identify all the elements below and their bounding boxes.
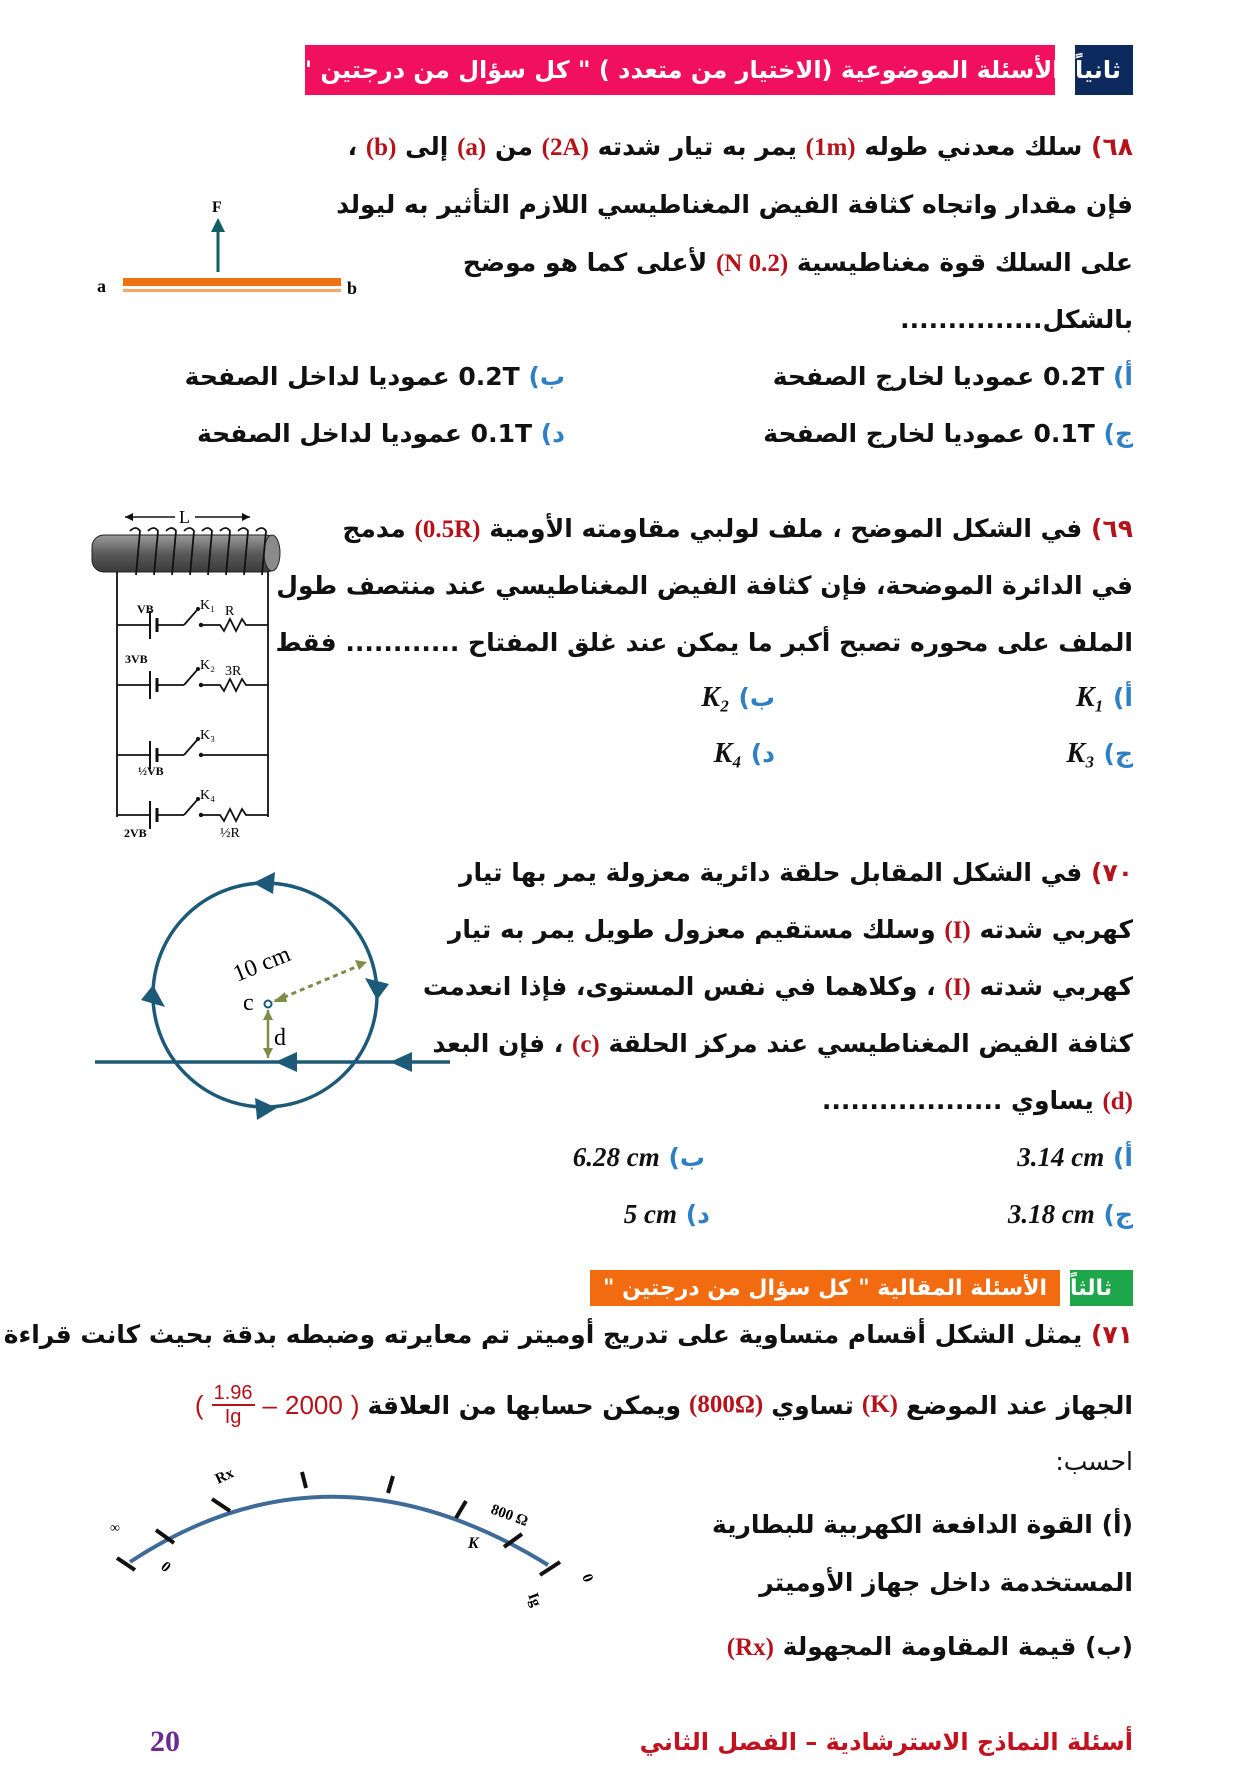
switch-lever	[184, 609, 198, 625]
section3-badge	[1070, 1270, 1133, 1306]
q69-circuit-figure	[80, 495, 290, 840]
section2-badge-text: ثانياً	[1075, 56, 1121, 84]
resistor-label: 3R	[225, 664, 242, 679]
q68-option-d[interactable]	[197, 419, 565, 448]
arrow-icon	[365, 978, 389, 1000]
label-rx: Rx	[212, 1465, 237, 1488]
label-zero-left: 0	[157, 1558, 174, 1576]
arrowhead-icon	[125, 513, 133, 521]
option-text: K₄	[713, 738, 743, 769]
switch-lever	[184, 669, 198, 685]
q68-force: (0.2 N)	[715, 250, 789, 277]
radius-line	[275, 964, 363, 1001]
section3-title-text: الأسئلة المقالية " كل سؤال من درجتين "	[602, 1275, 1048, 1301]
q68-point-a: (a)	[457, 134, 487, 161]
option-label: ج)	[1103, 1200, 1133, 1229]
label-800-ohm: 800 Ω	[488, 1501, 531, 1530]
center-label: c	[243, 990, 254, 1016]
current-loop	[153, 883, 377, 1107]
arrow-icon	[253, 872, 275, 894]
section3-badge-text: ثالثاً	[1070, 1275, 1113, 1301]
tick	[388, 1476, 393, 1493]
center-point	[265, 1001, 272, 1008]
q69-line3: الملف على محوره تصبح أكبر ما يمكن عند غلق المفتاح ............ فقط	[275, 628, 1133, 657]
current-arrows	[141, 872, 412, 1120]
option-label: د)	[750, 739, 775, 768]
q70-loop-figure	[85, 860, 455, 1130]
q70-text: ، وكلاهما في نفس المستوى، فإذا انعدمت	[422, 972, 936, 1001]
q69-option-c[interactable]	[1066, 738, 1133, 770]
q70-option-a[interactable]	[1017, 1142, 1133, 1173]
q71-text: (ب) قيمة المقاومة المجهولة	[782, 1632, 1133, 1661]
q71-position-k: (K)	[861, 1391, 898, 1418]
solenoid-core	[92, 535, 278, 572]
q70-distance: (d)	[1102, 1088, 1133, 1115]
q70-text: ، فإن البعد	[432, 1029, 564, 1058]
q71-rx: (Rx)	[726, 1634, 774, 1661]
q68-text: لأعلى كما هو موضح	[462, 248, 708, 277]
arrowhead-icon	[273, 992, 287, 1002]
label-ig: Ig	[524, 1590, 544, 1609]
core-end	[264, 535, 280, 571]
q70-center: (c)	[571, 1031, 600, 1058]
q68-point-b: (b)	[365, 134, 397, 161]
arrowhead-icon	[263, 1010, 273, 1020]
q70-option-c[interactable]	[1008, 1199, 1133, 1230]
q69-line1	[342, 514, 1133, 544]
tick	[212, 1499, 230, 1511]
q68-text: إلى	[405, 132, 449, 161]
q70-option-b[interactable]	[573, 1142, 705, 1173]
q68-number: ٦٨)	[1091, 132, 1133, 161]
q68-length: (1m)	[805, 134, 856, 161]
resistor-label: R	[225, 604, 235, 619]
q70-text: كهربي شدته	[979, 972, 1133, 1001]
q71-ohmmeter-scale	[90, 1450, 630, 1640]
q68-line2: فإن مقدار واتجاه كثافة الفيض المغناطيسي اللازم التأثير به ليولد	[336, 190, 1133, 219]
option-label: أ)	[1113, 1143, 1133, 1172]
q71-number: ٧١)	[1091, 1320, 1133, 1349]
q68-text: سلك معدني طوله	[864, 132, 1083, 161]
resistor-label: ½R	[220, 826, 240, 840]
q70-line2	[448, 915, 1133, 945]
q71-text: يمثل الشكل أقسام متساوية على تدريج أوميتر تم معايرته وضبطه بدقة بحيث كانت قراءة	[3, 1320, 1083, 1349]
q69-option-a[interactable]	[1076, 682, 1133, 714]
q71-line2	[195, 1382, 1133, 1428]
label-zero-right: 0	[578, 1571, 596, 1585]
label-k: K	[468, 1535, 479, 1552]
force-arrowhead	[211, 218, 225, 232]
q70-line1	[459, 858, 1133, 887]
q71-resistance: (800Ω)	[689, 1391, 764, 1418]
q69-number: ٦٩)	[1091, 514, 1133, 543]
switch-lever	[184, 739, 198, 755]
q69-option-d[interactable]	[714, 738, 775, 770]
battery-label: 3VB	[125, 652, 148, 666]
q70-current: (I)	[944, 974, 971, 1001]
q68-text: على السلك قوة مغناطيسية	[796, 248, 1133, 277]
q68-line1	[348, 132, 1133, 162]
formula-fraction	[212, 1382, 255, 1428]
q68-text: يمر به تيار شدته	[597, 132, 797, 161]
battery-label: 2VB	[124, 826, 147, 840]
distance-label: d	[274, 1025, 286, 1051]
tick	[456, 1501, 466, 1518]
option-label: د)	[540, 419, 565, 448]
section2-title-text: الأسئلة الموضوعية (الاختيار من متعدد ) " كل سؤال من درجتين "	[299, 56, 1061, 84]
q70-number: ٧٠)	[1091, 858, 1133, 887]
option-text: 6.28 cm	[572, 1142, 660, 1172]
q68-wire-figure	[85, 190, 375, 300]
option-text: 0.1T عموديا لداخل الصفحة	[196, 419, 533, 448]
q68-line3	[463, 248, 1133, 278]
battery-label: ½VB	[138, 764, 164, 778]
footer-title: أسئلة النماذج الاسترشادية – الفصل الثاني	[639, 1728, 1133, 1756]
formula-constant: 2000	[284, 1389, 343, 1420]
q70-line5	[822, 1086, 1133, 1116]
q71-part-a-line1: (أ) القوة الدافعة الكهربية للبطارية	[711, 1510, 1133, 1539]
q71-line1	[4, 1320, 1133, 1349]
tick	[302, 1472, 306, 1488]
section2-badge	[1075, 45, 1133, 95]
q68-text: ،	[347, 132, 358, 161]
section3-title	[590, 1270, 1060, 1306]
q68-option-a[interactable]	[773, 362, 1133, 391]
wire	[123, 278, 341, 286]
q70-text: كثافة الفيض المغناطيسي عند مركز الحلقة	[608, 1029, 1133, 1058]
q70-text: يساوي ...................	[821, 1086, 1094, 1115]
q70-line4	[433, 1029, 1133, 1059]
length-label: L	[179, 507, 190, 527]
q68-option-b[interactable]	[185, 362, 565, 391]
q71-calc-label: احسب:	[1055, 1447, 1133, 1476]
q71-text: الجهاز عند الموضع	[905, 1390, 1133, 1420]
q71-formula	[195, 1382, 360, 1428]
circuit-branches	[117, 598, 268, 840]
q69-text: في الشكل الموضح ، ملف لولبي مقاومته الأومية	[489, 514, 1083, 543]
q69-text: مدمج	[342, 514, 406, 543]
option-text: 3.14 cm	[1017, 1142, 1105, 1172]
switch-label: K₂	[200, 658, 215, 673]
option-text: 0.2T عموديا لداخل الصفحة	[184, 362, 520, 391]
option-label: أ)	[1113, 362, 1133, 391]
switch-lever	[184, 799, 198, 815]
force-label: F	[212, 199, 222, 216]
q69-option-b[interactable]	[701, 682, 775, 714]
q70-text: وسلك مستقيم معزول طويل يمر به تيار	[447, 915, 936, 944]
formula-numerator: 1.96	[213, 1382, 253, 1404]
q70-option-d[interactable]	[624, 1199, 710, 1230]
q68-current: (2A)	[541, 134, 589, 161]
arrowhead-icon	[355, 960, 367, 970]
option-text: K₃	[1066, 738, 1095, 769]
option-label: ج)	[1103, 739, 1133, 768]
arrowhead-icon	[242, 513, 250, 521]
arrow-icon	[255, 1098, 277, 1120]
arrow-icon	[275, 1052, 297, 1072]
label-infinity: ∞	[110, 1521, 120, 1536]
battery-label: VB	[137, 602, 154, 616]
q70-line3	[423, 972, 1133, 1002]
formula-denominator: Ig	[224, 1406, 242, 1428]
formula-paren-open: (	[350, 1389, 360, 1420]
arrowhead-icon	[263, 1048, 273, 1058]
q71-part-a-line2: المستخدمة داخل جهاز الأوميتر	[759, 1568, 1133, 1597]
option-text: 3.18 cm	[1007, 1199, 1095, 1229]
wire-end-a: a	[97, 276, 106, 296]
option-label: ب)	[668, 1143, 705, 1172]
resistor-zigzag	[201, 809, 268, 821]
q71-part-b	[727, 1632, 1133, 1662]
option-label: ج)	[1103, 419, 1133, 448]
q70-text: كهربي شدته	[979, 915, 1133, 944]
option-text: 0.2T عموديا لخارج الصفحة	[772, 362, 1105, 391]
formula-minus: –	[262, 1389, 277, 1420]
option-label: ب)	[738, 683, 775, 712]
page-number: 20	[150, 1725, 180, 1758]
option-label: ب)	[528, 362, 565, 391]
option-label: أ)	[1113, 683, 1133, 712]
q70-text: في الشكل المقابل حلقة دائرية معزولة يمر بها تيار	[459, 858, 1083, 887]
q68-text: من	[494, 132, 533, 161]
switch-label: K₃	[200, 728, 215, 743]
switch-label: K₄	[200, 788, 215, 803]
q71-text: ويمكن حسابها من العلاقة	[367, 1390, 682, 1420]
arrow-icon	[390, 1052, 412, 1072]
option-text: K₂	[701, 682, 730, 713]
radius-label: 10 cm	[229, 941, 295, 988]
wire-end-b: b	[347, 278, 358, 298]
q68-option-c[interactable]	[763, 419, 1133, 448]
option-text: 0.1T عموديا لخارج الصفحة	[763, 419, 1095, 448]
scale-ticks	[117, 1472, 560, 1575]
q71-text: تساوي	[771, 1390, 854, 1420]
resistor-zigzag	[201, 679, 268, 691]
q70-current: (I)	[944, 917, 971, 944]
section2-title	[299, 45, 1061, 95]
resistor-zigzag	[201, 619, 268, 631]
formula-paren-close: )	[194, 1389, 204, 1420]
switch-label: K₁	[200, 598, 215, 613]
option-label: د)	[685, 1200, 710, 1229]
q68-line4: بالشكل...............	[900, 305, 1133, 334]
q69-resistance: (0.5R)	[414, 516, 481, 543]
q69-line2: في الدائرة الموضحة، فإن كثافة الفيض المغناطيسي عند منتصف طول	[276, 571, 1133, 600]
scale-arc	[130, 1497, 548, 1565]
option-text: 5 cm	[623, 1199, 678, 1229]
option-text: K₁	[1075, 682, 1105, 713]
wire-shadow	[123, 289, 341, 292]
